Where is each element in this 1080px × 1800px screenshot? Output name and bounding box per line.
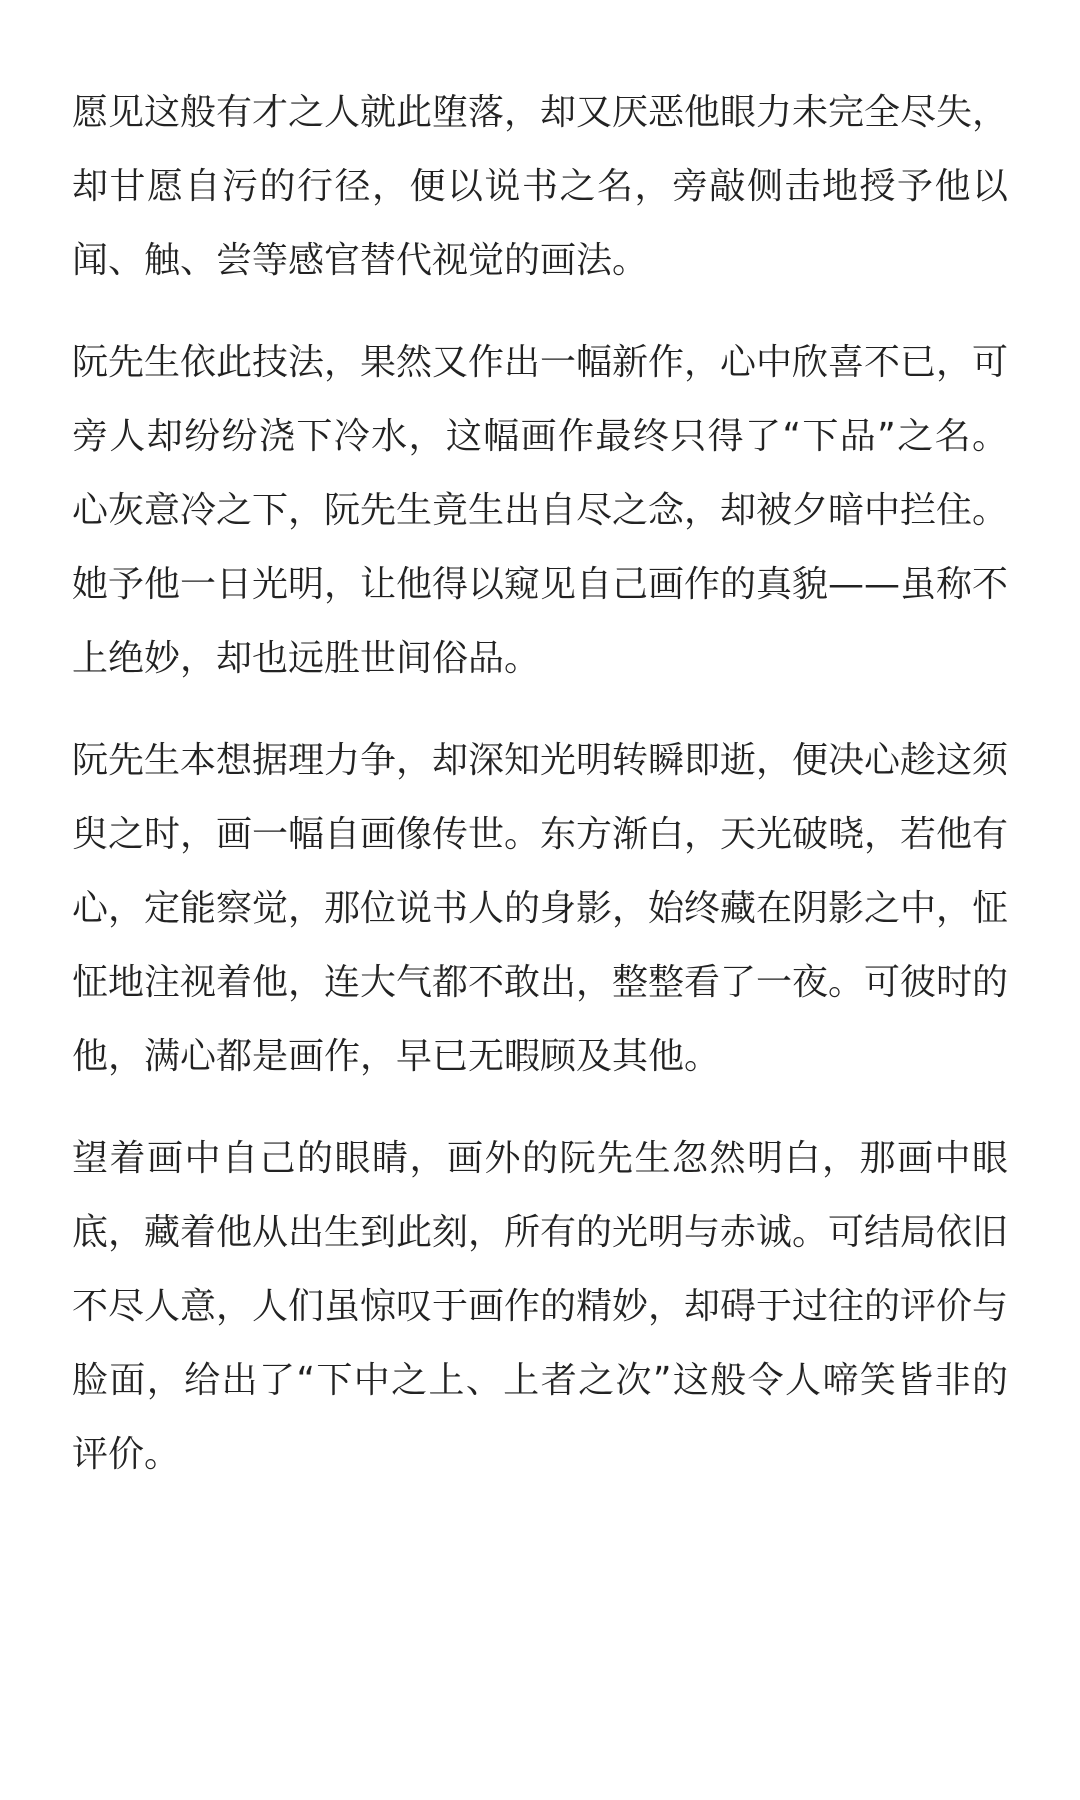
article-body xyxy=(72,76,1008,1492)
article-paragraph-2: 阮先生依此技法，果然又作出一幅新作，心中欣喜不已，可旁人却纷纷浇下冷水，这幅画作最终只得了“下品”之名。心灰意冷之下，阮先生竟生出自尽之念，却被夕暗中拦住。她予他一日光明，让他得以窥见自己画作的真貌——虽称不上绝妙，却也远胜世间俗品。 xyxy=(72,342,1009,679)
article-paragraph-1: 愿见这般有才之人就此堕落，却又厌恶他眼力未完全尽失，却甘愿自污的行径，便以说书之名，旁敲侧击地授予他以闻、触、尝等感官替代视觉的画法。 xyxy=(72,92,1009,281)
article-paragraph-3: 阮先生本想据理力争，却深知光明转瞬即逝，便决心趁这须臾之时，画一幅自画像传世。东方渐白，天光破晓，若他有心，定能察觉，那位说书人的身影，始终藏在阴影之中，怔怔地注视着他，连大气都不敢出，整整看了一夜。可彼时的他，满心都是画作，早已无暇顾及其他。 xyxy=(72,740,1009,1077)
article-paragraph-4: 望着画中自己的眼睛，画外的阮先生忽然明白，那画中眼底，藏着他从出生到此刻，所有的光明与赤诚。可结局依旧不尽人意，人们虽惊叹于画作的精妙，却碍于过往的评价与脸面，给出了“下中之上、上者之次”这般令人啼笑皆非的评价。 xyxy=(72,1138,1009,1475)
